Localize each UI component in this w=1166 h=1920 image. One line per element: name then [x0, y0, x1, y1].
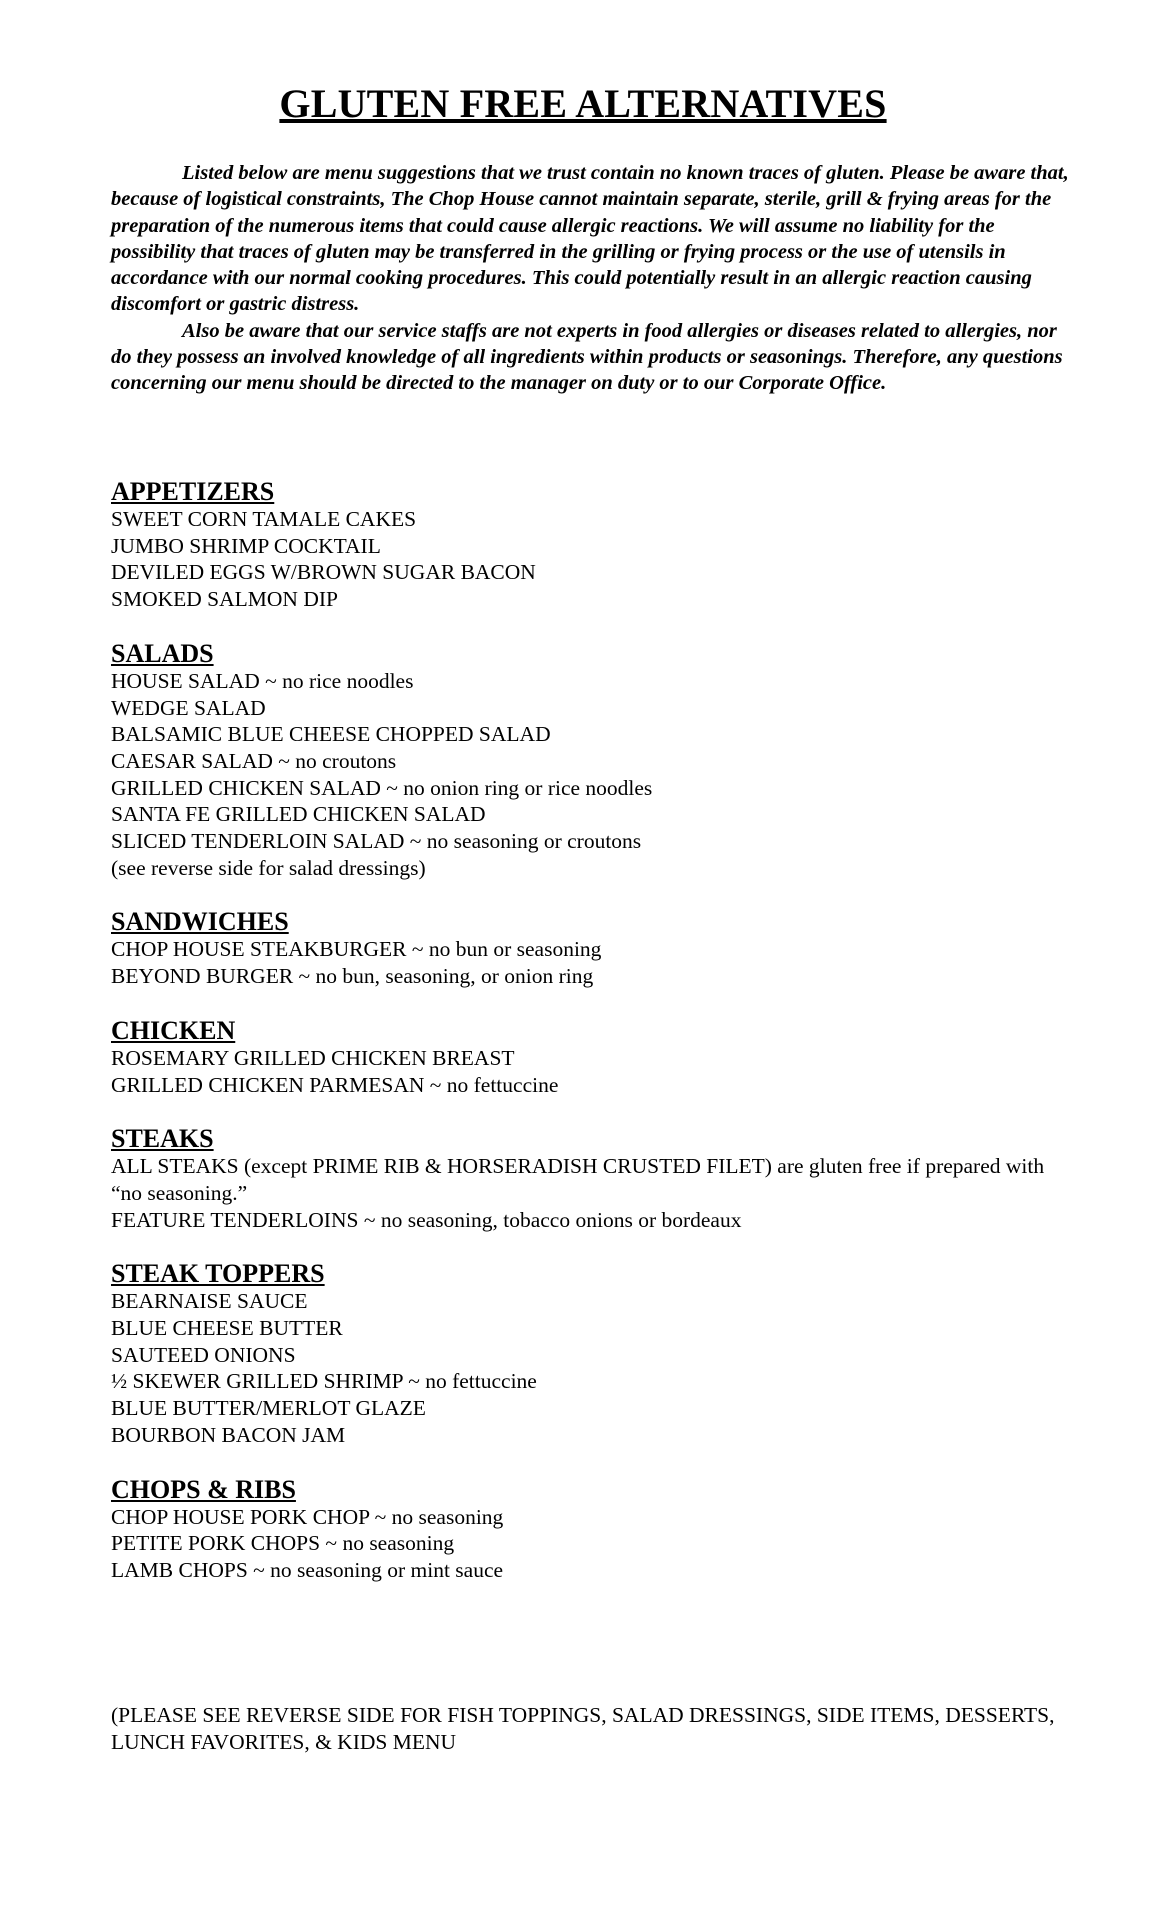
- menu-item: ALL STEAKS (except PRIME RIB & HORSERADISH CRUSTED FILET) are gluten free if prepared with “no seasoning.”: [111, 1154, 1045, 1205]
- menu-item: BLUE CHEESE BUTTER: [111, 1316, 343, 1341]
- menu-item: PETITE PORK CHOPS ~ no seasoning: [111, 1531, 455, 1556]
- page-title: GLUTEN FREE ALTERNATIVES: [279, 81, 887, 126]
- menu-item: BEYOND BURGER ~ no bun, seasoning, or onion ring: [111, 964, 594, 989]
- menu-item: GRILLED CHICKEN SALAD ~ no onion ring or rice noodles: [111, 775, 653, 800]
- section-heading: SALADS: [111, 638, 214, 668]
- menu-item: BALSAMIC BLUE CHEESE CHOPPED SALAD: [111, 722, 551, 747]
- menu-item: BOURBON BACON JAM: [111, 1422, 346, 1447]
- menu-item: WEDGE SALAD: [111, 695, 266, 720]
- menu-item: ROSEMARY GRILLED CHICKEN BREAST: [111, 1045, 515, 1070]
- intro-paragraph: Listed below are menu suggestions that we trust contain no known traces of gluten. Please be aware that, because of logistical constraints, The Chop House cannot maintain separate, sterile, grill & frying areas for the preparation of the numerous items that could cause allergic reactions. We will assume no liability for the possibility that traces of gluten may be transferred in the grilling or frying process or the use of utensils in accordance with our normal cooking procedures. This could potentially result in an allergic reaction causing discomfort or gastric distress.: [111, 162, 1069, 316]
- menu-section: [111, 908, 1071, 989]
- intro-disclaimer: [111, 160, 1071, 397]
- menu-item: ½ SKEWER GRILLED SHRIMP ~ no fettuccine: [111, 1369, 537, 1394]
- menu-item: SMOKED SALMON DIP: [111, 587, 338, 612]
- section-heading: SANDWICHES: [111, 907, 289, 937]
- menu-item: CAESAR SALAD ~ no croutons: [111, 748, 397, 773]
- section-heading: CHICKEN: [111, 1015, 236, 1045]
- menu-section: [111, 1260, 1071, 1448]
- menu-item: CHOP HOUSE PORK CHOP ~ no seasoning: [111, 1504, 504, 1529]
- menu-item: SLICED TENDERLOIN SALAD ~ no seasoning or croutons: [111, 829, 642, 854]
- menu-section: [111, 1476, 1071, 1584]
- menu-item: SANTA FE GRILLED CHICKEN SALAD: [111, 802, 486, 827]
- menu-section: [111, 1125, 1071, 1233]
- section-heading: STEAK TOPPERS: [111, 1259, 325, 1289]
- menu-item: CHOP HOUSE STEAKBURGER ~ no bun or seasoning: [111, 937, 602, 962]
- menu-item: HOUSE SALAD ~ no rice noodles: [111, 668, 414, 693]
- section-heading: APPETIZERS: [111, 477, 275, 506]
- menu-item: SWEET CORN TAMALE CAKES: [111, 507, 417, 531]
- menu-sections: [111, 478, 1071, 1611]
- menu-item: GRILLED CHICKEN PARMESAN ~ no fettuccine: [111, 1072, 559, 1097]
- menu-item: (see reverse side for salad dressings): [111, 855, 426, 880]
- intro-paragraph: Also be aware that our service staffs are not experts in food allergies or diseases related to allergies, nor do they possess an involved knowledge of all ingredients within products or seasonings. Therefore, any questions concerning our menu should be directed to the manager on duty or to our Corporate Office.: [111, 319, 1063, 395]
- footer-note: (PLEASE SEE REVERSE SIDE FOR FISH TOPPINGS, SALAD DRESSINGS, SIDE ITEMS, DESSERTS, LUNCH FAVORITES, & KIDS MENU: [111, 1703, 1055, 1754]
- menu-section: [111, 478, 1071, 613]
- menu-item: SAUTEED ONIONS: [111, 1342, 296, 1367]
- menu-item: BEARNAISE SAUCE: [111, 1289, 308, 1314]
- menu-item: JUMBO SHRIMP COCKTAIL: [111, 533, 381, 558]
- menu-item: DEVILED EGGS W/BROWN SUGAR BACON: [111, 560, 536, 585]
- menu-item: BLUE BUTTER/MERLOT GLAZE: [111, 1396, 426, 1421]
- menu-item: LAMB CHOPS ~ no seasoning or mint sauce: [111, 1557, 504, 1582]
- section-heading: STEAKS: [111, 1124, 214, 1154]
- menu-section: [111, 640, 1071, 882]
- section-heading: CHOPS & RIBS: [111, 1474, 296, 1504]
- menu-section: [111, 1017, 1071, 1098]
- menu-item: FEATURE TENDERLOINS ~ no seasoning, tobacco onions or bordeaux: [111, 1207, 742, 1232]
